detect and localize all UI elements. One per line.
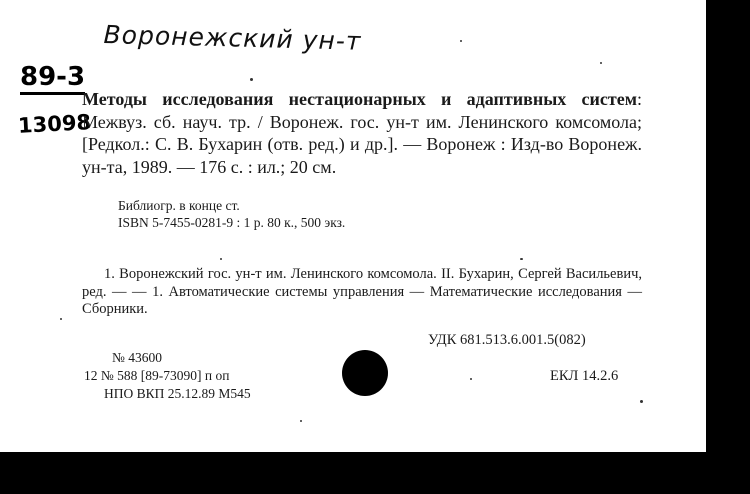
bibliography-note: Библиогр. в конце ст. (118, 198, 240, 213)
handwritten-header: Воронежский ун-т (103, 20, 362, 56)
speck (470, 378, 472, 380)
producer-line: НПО ВКП 25.12.89 М545 (104, 386, 251, 401)
speck (60, 318, 62, 320)
order-number: № 43600 (112, 350, 163, 365)
udc-number: УДК 681.513.6.001.5(082) (428, 332, 586, 348)
bibliographic-description (82, 88, 642, 178)
shelf-mark: 89-3 (20, 64, 85, 95)
subject-entries-text: 1. Воронежский гос. ун-т им. Ленинского комсомола. II. Бухарин, Сергей Васильевич, ред. — — 1. Автоматические системы управления — Математические исследования — Сборники. (82, 266, 642, 317)
isbn-line: ISBN 5-7455-0281-9 : 1 р. 80 к., 500 экз. (118, 215, 346, 230)
subject-entries (82, 266, 642, 319)
speck (220, 258, 222, 260)
printing-line: 12 № 588 [89-73090] п оп (84, 368, 230, 383)
speck (460, 40, 462, 42)
speck (640, 400, 643, 403)
speck (250, 78, 253, 81)
speck (520, 258, 523, 260)
ink-blot (342, 350, 388, 396)
inventory-number: 13098 (17, 110, 92, 138)
classification-index: ЕКЛ 14.2.6 (550, 368, 619, 384)
title-rest: : Межвуз. сб. науч. тр. / Воронеж. гос. ун-т им. Ленинского комсомола; [Редкол.: С. В. Бухарин (отв. ред.) и др.]. — Воронеж : Изд-во Воронеж. ун-та, 1989. — 176 с. : ил.; 20 см. (82, 89, 642, 177)
speck (300, 420, 302, 422)
title-lead: Методы исследования нестационарных и адаптивных систем (82, 89, 637, 109)
speck (600, 62, 602, 64)
